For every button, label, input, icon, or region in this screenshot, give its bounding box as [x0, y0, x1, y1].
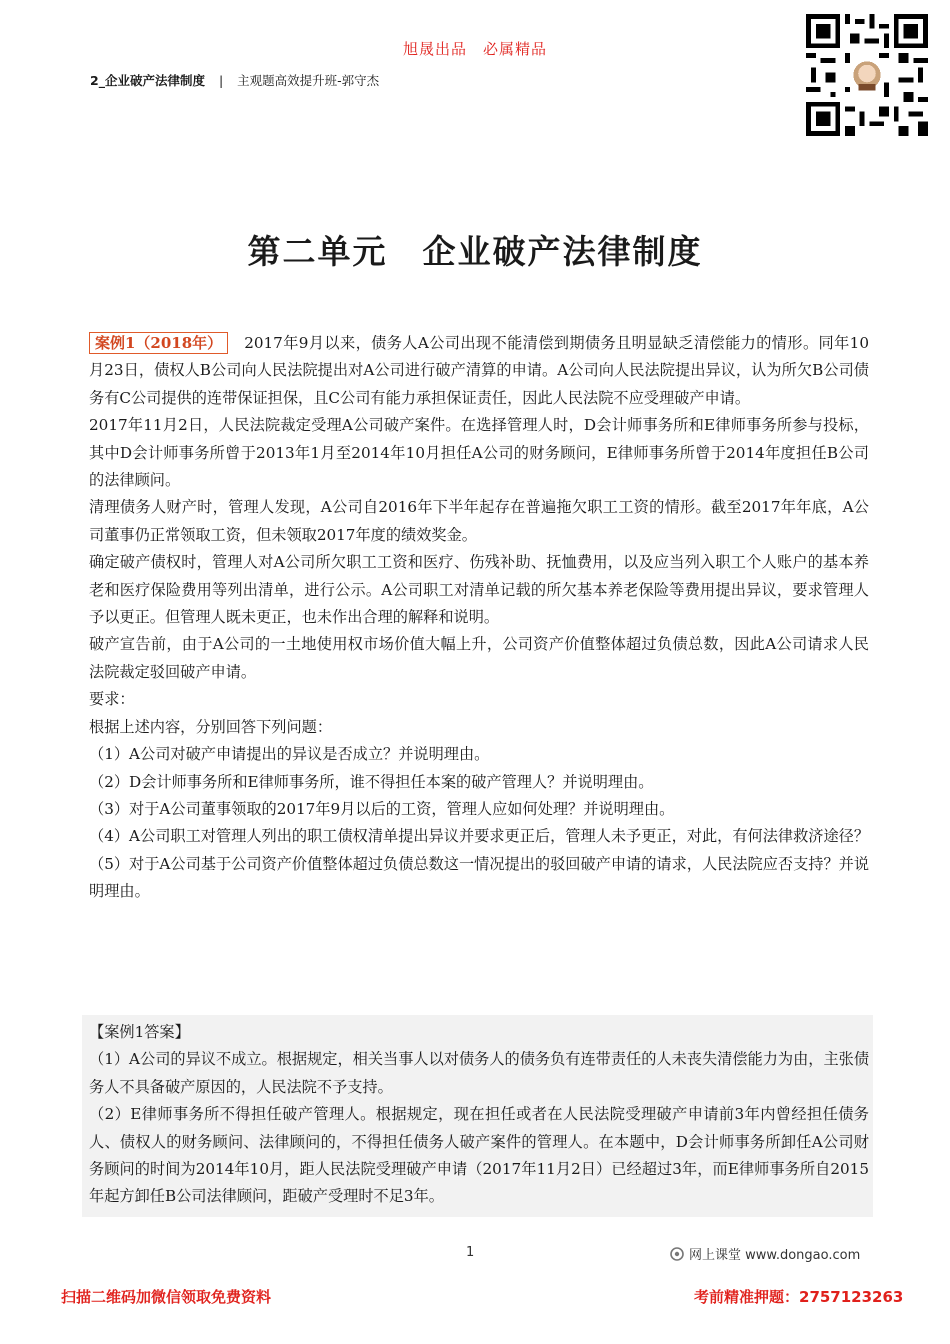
requirements-intro: 根据上述内容，分别回答下列问题：: [89, 717, 332, 736]
case-tag: 案例1（2018年）: [89, 332, 228, 354]
case-paragraph: 2017年11月2日，人民法院裁定受理A公司破产案件。在选择管理人时，D会计师事务所和E律师事务所参与投标，其中D会计师事务所曾于2013年1月至2014年10月担任A公司的财务顾问，E律师事务所曾于2014年度担任B公司的法律顾问。: [89, 416, 869, 490]
case-paragraph: 清理债务人财产时，管理人发现，A公司自2016年下半年起存在普遍拖欠职工工资的情形。截至2017年年底，A公司董事仍正常领取工资，但未领取2017年度的绩效奖金。: [89, 498, 869, 544]
page-header: [90, 71, 379, 89]
page-number: 1: [466, 1245, 475, 1260]
header-course: 主观题高效提升班-郭守杰: [237, 73, 380, 88]
brand-text: 网上课堂 www.dongao.com: [689, 1248, 861, 1263]
footer-promo-left: 扫描二维码加微信领取免费资料: [61, 1288, 272, 1306]
header-separator: |: [218, 73, 224, 88]
footer-promo-right: 考前精准押题：2757123263: [694, 1288, 904, 1306]
case-paragraph: 确定破产债权时，管理人对A公司所欠职工工资和医疗、伤残补助、抚恤费用，以及应当列入职工个人账户的基本养老和医疗保险费用等列出清单，进行公示。A公司职工对清单记载的所欠基本养老保险等费用提出异议，要求管理人予以更正。但管理人既未更正，也未作出合理的解释和说明。: [89, 553, 869, 627]
case-intro-paragraph: [89, 330, 869, 412]
question-item: （2）D会计师事务所和E律师事务所，谁不得担任本案的破产管理人？并说明理由。: [89, 772, 654, 791]
page-title: 第二单元 企业破产法律制度: [247, 232, 703, 271]
qr-code-icon: [806, 14, 928, 136]
case-content: [89, 330, 869, 906]
answer-box: [82, 1015, 873, 1217]
brand-watermark: [670, 1244, 860, 1263]
case-intro-text: 2017年9月以来，债务人A公司出现不能清偿到期债务且明显缺乏清偿能力的情形。同年10月23日，债权人B公司向人民法院提出对A公司进行破产清算的申请。A公司向人民法院提出异议，认为所欠B公司债务有C公司提供的连带保证担保，且C公司有能力承担保证责任，因此人民法院不应受理破产申请。: [89, 334, 869, 407]
top-banner: 旭晟出品 必属精品: [402, 40, 547, 58]
requirements-heading: 要求：: [89, 690, 135, 709]
question-item: （1）A公司对破产申请提出的异议是否成立？并说明理由。: [89, 745, 490, 764]
header-chapter: 2_企业破产法律制度: [90, 73, 205, 88]
case-paragraph: 破产宣告前，由于A公司的一土地使用权市场价值大幅上升，公司资产价值整体超过负债总数，因此A公司请求人民法院裁定驳回破产申请。: [89, 635, 869, 681]
question-item: （4）A公司职工对管理人列出的职工债权清单提出异议并要求更正后，管理人未予更正，对此，有何法律救济途径？: [89, 827, 870, 846]
answer-item: （2）E律师事务所不得担任破产管理人。根据规定，现在担任或者在人民法院受理破产申请前3年内曾经担任债务人、债权人的财务顾问、法律顾问的，不得担任债务人破产案件的管理人。在本题中，D会计师事务所卸任A公司财务顾问的时间为2014年10月，距人民法院受理破产申请（2017年11月2日）已经超过3年，而E律师事务所自2015年起方卸任B公司法律顾问，距破产受理时不足3年。: [89, 1105, 869, 1206]
question-item: （3）对于A公司董事领取的2017年9月以后的工资，管理人应如何处理？并说明理由。: [89, 799, 675, 818]
answer-heading: 【案例1答案】: [89, 1023, 190, 1041]
question-item: （5）对于A公司基于公司资产价值整体超过负债总数这一情况提出的驳回破产申请的请求，人民法院应否支持？并说明理由。: [89, 854, 870, 901]
answer-item: （1）A公司的异议不成立。根据规定，相关当事人以对债务人的债务负有连带责任的人未丧失清偿能力为由，主张债务人不具备破产原因的，人民法院不予支持。: [89, 1050, 870, 1096]
brand-logo-icon: [670, 1247, 684, 1261]
